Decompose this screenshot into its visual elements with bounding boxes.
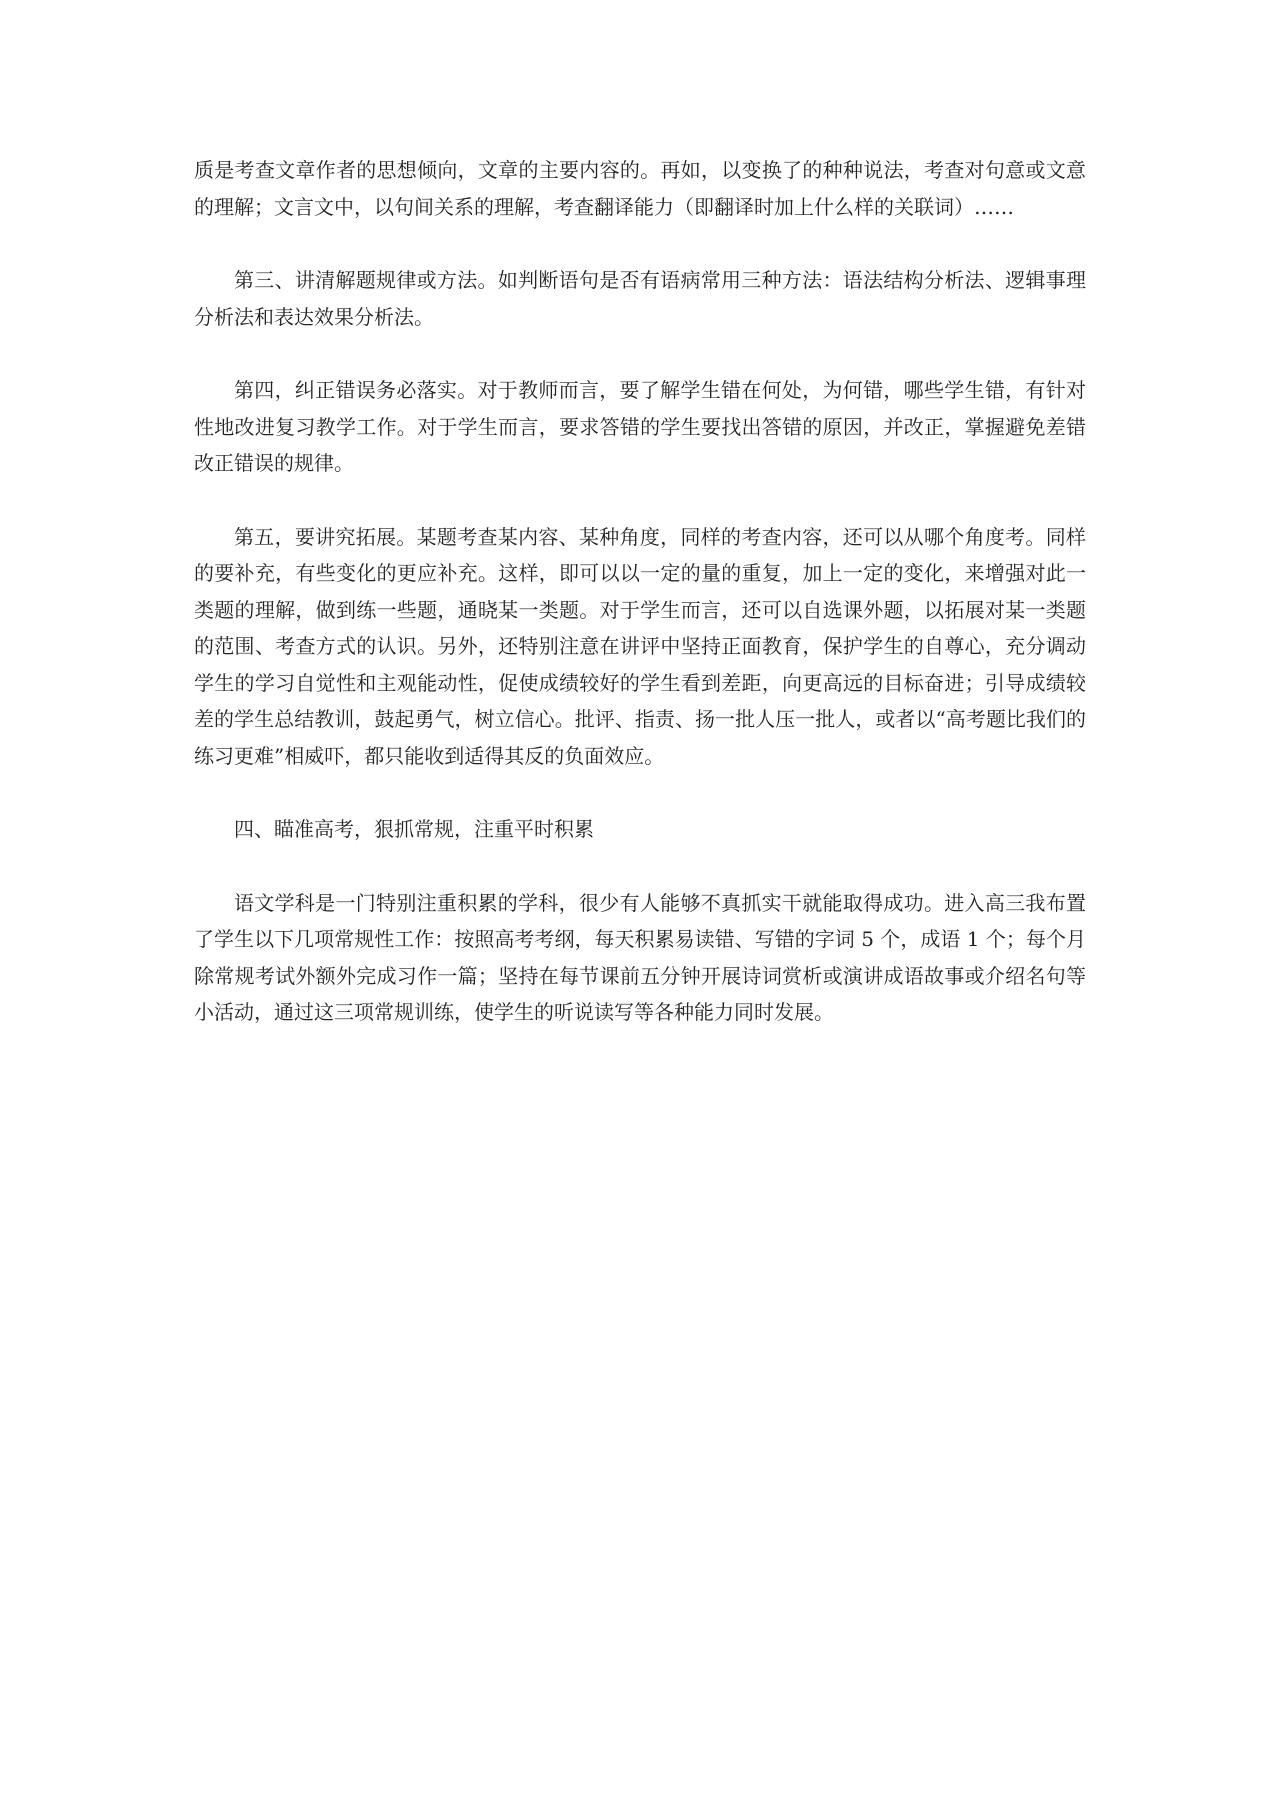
paragraph-point-five: 第五，要讲究拓展。某题考查某内容、某种角度，同样的考查内容，还可以从哪个角度考。同样的要补充，有些变化的更应补充。这样，即可以以一定的量的重复，加上一定的变化，来增强对此一类题的理解，做到练一些题，通晓某一类题。对于学生而言，还可以自选课外题，以拓展对某一类题的范围、考查方式的认识。另外，还特别注意在讲评中坚持正面教育，保护学生的自尊心，充分调动学生的学习自觉性和主观能动性，促使成绩较好的学生看到差距，向更高远的目标奋进；引导成绩较差的学生总结教训，鼓起勇气，树立信心。批评、指责、扬一批人压一批人，或者以“高考题比我们的练习更难”相威吓，都只能收到适得其反的负面效应。 <box>194 524 1086 768</box>
paragraph-accumulation: 语文学科是一门特别注重积累的学科，很少有人能够不真抓实干就能取得成功。进入高三我布置了学生以下几项常规性工作：按照高考考纲，每天积累易读错、写错的字词 5 个，成语 1 个；每个月除常规考试外额外完成习作一篇；坚持在每节课前五分钟开展诗词赏析或演讲成语故事或介绍名句等小活动，通过这三项常规训练，使学生的听说读写等各种能力同时发展。 <box>194 890 1086 1024</box>
paragraph-point-three: 第三、讲清解题规律或方法。如判断语句是否有语病常用三种方法：语法结构分析法、逻辑事理分析法和表达效果分析法。 <box>194 268 1086 329</box>
section-heading: 四、瞄准高考，狠抓常规，注重平时积累 <box>234 817 594 841</box>
document-page <box>194 152 1086 1068</box>
paragraph-continuation: 质是考查文章作者的思想倾向，文章的主要内容的。再如，以变换了的种种说法，考查对句意或文意的理解；文言文中，以句间关系的理解，考查翻译能力（即翻译时加上什么样的关联词）…… <box>194 158 1086 219</box>
paragraph-point-four: 第四，纠正错误务必落实。对于教师而言，要了解学生错在何处，为何错，哪些学生错，有针对性地改进复习教学工作。对于学生而言，要求答错的学生要找出答错的原因，并改正，掌握避免差错改正错误的规律。 <box>194 378 1086 475</box>
